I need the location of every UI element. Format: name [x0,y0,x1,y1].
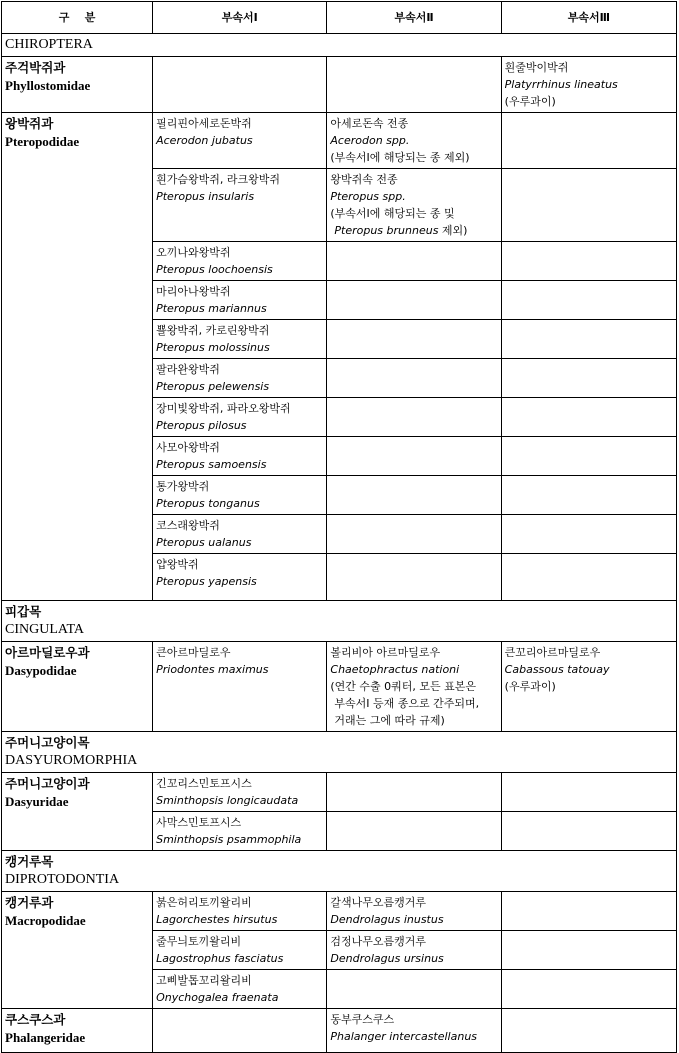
order-row-dasyuromorphia [2,732,677,773]
species-name-sci: Sminthopsis psammophila [156,833,302,846]
app3-cell [501,812,676,851]
app2-cell [327,320,501,359]
app1-cell [153,812,327,851]
species-note: (부속서Ⅰ에 해당되는 종 및 [330,207,455,220]
app1-cell [153,515,327,554]
species-name-ko: 마리아나왕박쥐 [156,285,231,298]
app1-cell [153,437,327,476]
species-name-sci: Lagostrophus fasciatus [156,952,284,965]
order-name-en: DASYUROMORPHIA [5,753,138,768]
species-name-ko: 동부쿠스쿠스 [330,1013,395,1026]
species-name-sci: Dendrolagus ursinus [330,952,444,965]
order-row-cingulata [2,601,677,642]
family-row-phalangeridae [2,1009,677,1053]
app3-cell [501,554,676,601]
app2-cell [327,57,501,113]
app1-cell [153,113,327,169]
species-name-ko: 검정나무오름캥거루 [330,935,427,948]
app1-cell [153,476,327,515]
species-name-sci: Pteropus ualanus [156,536,252,549]
species-name-ko: 흰줄박이박쥐 [504,61,569,74]
app1-cell [153,773,327,812]
app2-cell [327,554,501,601]
header-appendix-3: 부속서Ⅲ [501,2,676,34]
species-name-ko: 왕박쥐속 전종 [330,173,398,186]
species-name-ko: 얍왕박쥐 [156,558,199,571]
species-name-sci: Acerodon jubatus [156,134,253,147]
species-name-ko: 큰아르마딜로우 [156,646,231,659]
app3-cell [501,892,676,931]
family-name-en: Dasyuridae [5,794,69,809]
species-note: (우루과이) [504,680,556,693]
app3-cell [501,773,676,812]
species-note: (우루과이) [504,95,556,108]
app1-cell [153,642,327,732]
app2-cell [327,281,501,320]
app1-cell [153,892,327,931]
species-name-sci: Cabassous tatouay [504,663,610,676]
family-row-macropodidae [2,892,677,931]
species-name-sci: Acerodon spp. [330,134,410,147]
app3-cell [501,515,676,554]
table-header-row [2,2,677,34]
species-name-sci: Priodontes maximus [156,663,269,676]
app2-cell [327,892,501,931]
order-name-ko: 주머니고양이목 [5,735,90,750]
family-name-en: Phyllostomidae [5,78,91,93]
species-name-ko: 장미빛왕박쥐, 파라오왕박쥐 [156,402,291,415]
species-name-sci: Platyrrhinus lineatus [504,78,618,91]
header-category: 구 분 [2,2,153,34]
family-name-ko: 주머니고양이과 [5,776,90,791]
species-name-ko: 고삐발톱꼬리왈리비 [156,974,252,987]
species-name-sci: Pteropus yapensis [156,575,257,588]
species-name-ko: 오끼나와왕박쥐 [156,246,231,259]
app2-cell [327,970,501,1009]
species-name-ko: 사모아왕박쥐 [156,441,220,454]
app3-cell [501,57,676,113]
family-row-dasypodidae [2,642,677,732]
app1-cell [153,242,327,281]
species-name-ko: 팔라완왕박쥐 [156,363,220,376]
family-row-dasyuridae [2,773,677,812]
species-name-sci: Pteropus tonganus [156,497,260,510]
app1-cell [153,320,327,359]
app3-cell [501,398,676,437]
species-name-ko: 흰가슴왕박쥐, 라크왕박쥐 [156,173,280,186]
app3-cell [501,1009,676,1053]
app2-cell [327,169,501,242]
app3-cell [501,113,676,169]
family-name-en: Dasypodidae [5,663,77,678]
species-name-ko: 통가왕박쥐 [156,480,210,493]
species-name-sci: Chaetophractus nationi [330,663,460,676]
species-name-ko: 사막스민토프시스 [156,816,242,829]
species-name-sci: Pteropus pilosus [156,419,247,432]
family-name-ko: 아르마딜로우과 [5,645,90,660]
app2-cell [327,812,501,851]
species-name-sci: Pteropus mariannus [156,302,267,315]
order-name-en: CHIROPTERA [5,37,93,52]
app1-cell [153,1009,327,1053]
species-name-sci: Pteropus loochoensis [156,263,273,276]
species-note-line2 [330,222,497,239]
family-name-ko: 쿠스쿠스과 [5,1012,66,1027]
app1-cell [153,970,327,1009]
species-name-sci: Pteropus spp. [330,190,406,203]
app2-cell [327,437,501,476]
species-note: (부속서Ⅰ에 해당되는 종 제외) [330,151,470,164]
species-name-ko: 볼리비아 아르마딜로우 [330,646,441,659]
app2-cell [327,242,501,281]
species-note-line3: 거래는 그에 따라 규제) [334,714,445,727]
species-name-sci: Dendrolagus inustus [330,913,444,926]
species-name-sci: Pteropus pelewensis [156,380,270,393]
app2-cell [327,773,501,812]
family-name-en: Phalangeridae [5,1030,86,1045]
app1-cell [153,398,327,437]
app1-cell [153,554,327,601]
app2-cell [327,515,501,554]
app3-cell [501,642,676,732]
app3-cell [501,281,676,320]
species-name-sci: Pteropus samoensis [156,458,267,471]
species-name-ko: 갈색나무오름캥거루 [330,896,427,909]
family-row-phyllostomidae [2,57,677,113]
family-name-en: Macropodidae [5,913,86,928]
species-note-suffix: 제외) [438,224,468,237]
species-name-ko: 붉은허리토끼왈리비 [156,896,252,909]
species-name-ko: 아세로돈속 전종 [330,117,409,130]
order-name-en: CINGULATA [5,622,84,637]
species-name-ko: 큰꼬리아르마딜로우 [504,646,601,659]
species-name-sci: Lagorchestes hirsutus [156,913,278,926]
family-name-ko: 캥거루과 [5,895,54,910]
app3-cell [501,169,676,242]
app1-cell [153,359,327,398]
species-note: (연간 수출 0쿼터, 모든 표본은 [330,680,477,693]
family-name-en: Pteropodidae [5,134,80,149]
app3-cell [501,476,676,515]
species-name-ko: 필리핀아세로돈박쥐 [156,117,252,130]
species-name-ko: 줄무늬토끼왈리비 [156,935,242,948]
species-name-sci: Phalanger intercastellanus [330,1030,478,1043]
app3-cell [501,242,676,281]
species-name-ko: 뾸왕박쥐, 카로린왕박쥐 [156,324,270,337]
app2-cell [327,476,501,515]
species-name-sci: Pteropus insularis [156,190,255,203]
header-appendix-1: 부속서Ⅰ [153,2,327,34]
app3-cell [501,359,676,398]
species-name-sci: Onychogalea fraenata [156,991,279,1004]
app2-cell [327,931,501,970]
app1-cell [153,281,327,320]
app1-cell [153,931,327,970]
app3-cell [501,970,676,1009]
app1-cell [153,57,327,113]
app3-cell [501,931,676,970]
excluded-species-sci: Pteropus brunneus [334,224,439,237]
app2-cell [327,113,501,169]
family-name-ko: 주걱박쥐과 [5,60,66,75]
order-row-chiroptera [2,34,677,57]
app2-cell [327,642,501,732]
order-row-diprotodontia [2,851,677,892]
app1-cell [153,169,327,242]
app3-cell [501,320,676,359]
species-name-ko: 코스래왕박쥐 [156,519,220,532]
header-appendix-2: 부속서Ⅱ [327,2,501,34]
app3-cell [501,437,676,476]
species-name-sci: Sminthopsis longicaudata [156,794,299,807]
app2-cell [327,1009,501,1053]
app2-cell [327,398,501,437]
order-name-ko: 피갑목 [5,604,42,619]
order-name-ko: 캥거루목 [5,854,54,869]
species-name-sci: Pteropus molossinus [156,341,270,354]
order-name-en: DIPROTODONTIA [5,872,120,887]
cites-appendix-table [1,1,677,1053]
species-note-line2: 부속서Ⅰ 등재 종으로 간주되며, [334,697,480,710]
family-row-pteropodidae [2,113,677,169]
species-name-ko: 긴꼬리스민토프시스 [156,777,252,790]
family-name-ko: 왕박쥐과 [5,116,54,131]
app2-cell [327,359,501,398]
